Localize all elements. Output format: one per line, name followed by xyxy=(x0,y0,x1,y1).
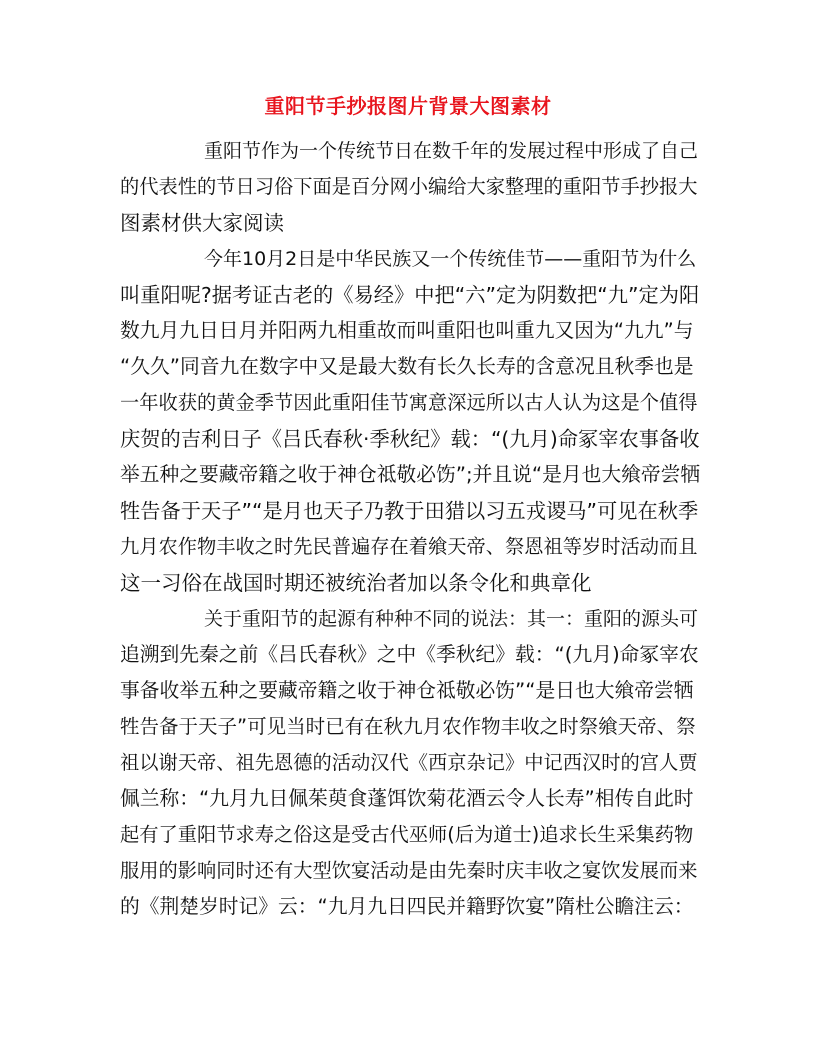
paragraph-line: 起有了重阳节求寿之俗这是受古代巫师(后为道士)追求长生采集药物 xyxy=(120,823,694,846)
document-title: 重阳节手抄报图片背景大图素材 xyxy=(264,94,552,118)
paragraph-line: 佩兰称：“九月九日佩茱萸食蓬饵饮菊花酒云令人长寿”相传自此时 xyxy=(120,787,694,810)
paragraph-line: “久久”同音九在数字中又是最大数有长久长寿的含意况且秋季也是 xyxy=(120,355,694,378)
paragraph-line: 关于重阳节的起源有种种不同的说法：其一：重阳的源头可 xyxy=(204,608,699,630)
paragraph-line: 一年收获的黄金季节因此重阳佳节寓意深远所以古人认为这是个值得 xyxy=(120,391,698,414)
paragraph-line: 的代表性的节日习俗下面是百分网小编给大家整理的重阳节手抄报大 xyxy=(120,175,698,198)
paragraph-line: 服用的影响同时还有大型饮宴活动是由先秦时庆丰收之宴饮发展而来 xyxy=(120,859,698,882)
paragraph-line: 事备收举五种之要藏帝籍之收于神仓祗敬必饬”“是日也大飨帝尝牺 xyxy=(120,679,694,702)
paragraph-line: 庆贺的吉利日子《吕氏春秋·季秋纪》载：“(九月)命冢宰农事备收 xyxy=(120,427,700,451)
paragraph-line: 牲告备于天子”可见当时已有在秋九月农作物丰收之时祭飨天帝、祭 xyxy=(120,715,696,738)
paragraph-line: 的《荆楚岁时记》云：“九月九日四民并籍野饮宴”隋杜公瞻注云： xyxy=(120,895,694,918)
paragraph-line: 牲告备于天子”“是月也天子乃教于田猎以习五戎谡马”可见在秋季 xyxy=(120,499,699,523)
paragraph-line: 今年10月2日是中华民族又一个传统佳节——重阳节为什么 xyxy=(204,248,697,270)
paragraph-line: 举五种之要藏帝籍之收于神仓祗敬必饬”;并且说“是月也大飨帝尝牺 xyxy=(120,463,701,486)
paragraph-line: 图素材供大家阅读 xyxy=(120,211,284,235)
paragraph-line: 数九月九日日月并阳两九相重故而叫重阳也叫重九又因为“九九”与 xyxy=(120,319,694,342)
paragraph-line: 叫重阳呢?据考证古老的《易经》中把“六”定为阴数把“九”定为阳 xyxy=(120,283,700,307)
paragraph-line: 祖以谢天帝、祖先恩德的活动汉代《西京杂记》中记西汉时的宫人贾 xyxy=(120,751,698,774)
paragraph-line: 这一习俗在战国时期还被统治者加以条令化和典章化 xyxy=(120,571,592,595)
paragraph-line: 重阳节作为一个传统节日在数千年的发展过程中形成了自己 xyxy=(204,140,699,162)
paragraph-line: 追溯到先秦之前《吕氏春秋》之中《季秋纪》载：“(九月)命冢宰农 xyxy=(120,643,699,666)
paragraph-line: 九月农作物丰收之时先民普遍存在着飨天帝、祭恩祖等岁时活动而且 xyxy=(120,535,698,558)
